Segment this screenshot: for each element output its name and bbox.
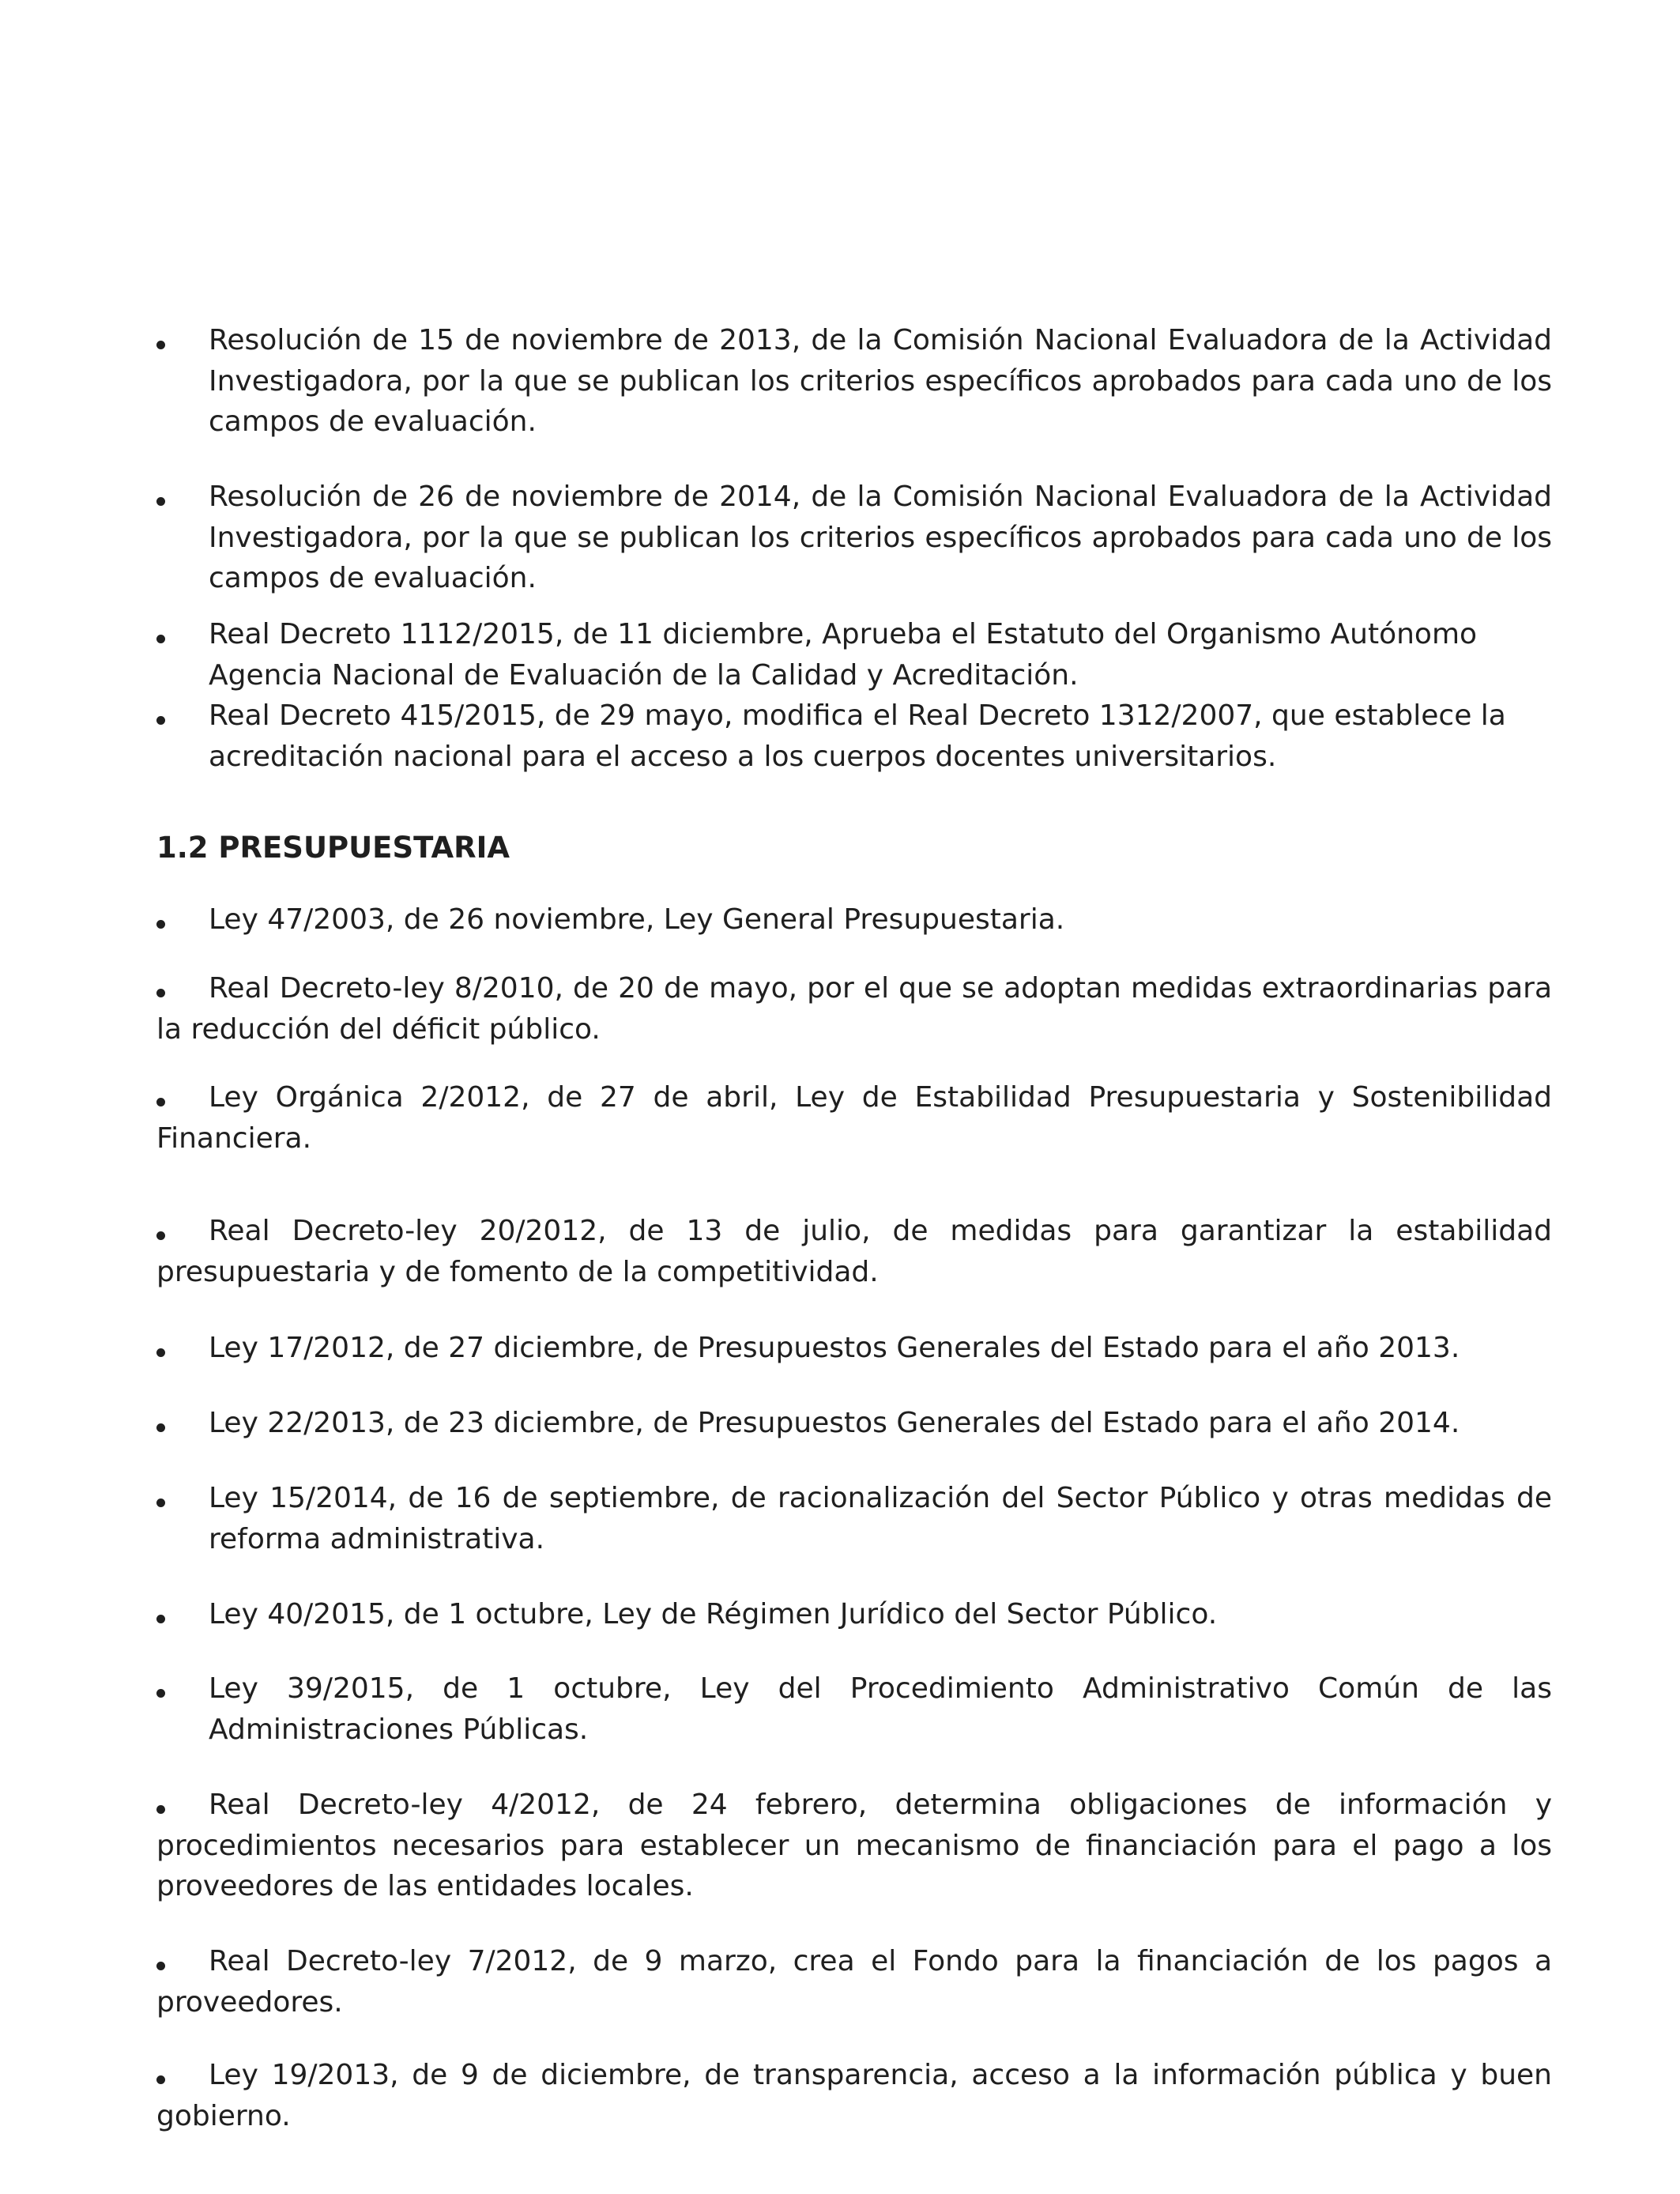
list-item-text: Ley 17/2012, de 27 diciembre, de Presupuestos Generales del Estado para el año 2013. <box>209 1332 1460 1364</box>
bullet-icon <box>156 1941 172 1982</box>
list-item <box>156 1211 1552 1292</box>
section-heading: 1.2 PRESUPUESTARIA <box>156 831 510 865</box>
list-item-text: Ley 47/2003, de 26 noviembre, Ley General Presupuestaria. <box>209 903 1065 936</box>
list-item <box>156 1594 1552 1635</box>
bullet-icon <box>156 1328 172 1369</box>
list-item <box>156 320 1552 443</box>
list-item <box>156 968 1552 1050</box>
list-item <box>156 1941 1552 2022</box>
list-item-text: Ley 22/2013, de 23 diciembre, de Presupuestos Generales del Estado para el año 2014. <box>209 1407 1460 1439</box>
list-item <box>156 1328 1552 1369</box>
bullet-icon <box>156 1211 172 1252</box>
bullet-icon <box>156 1668 172 1710</box>
bullet-icon <box>156 320 172 361</box>
list-item-text: Ley 15/2014, de 16 de septiembre, de racionalización del Sector Público y otras medidas de reforma administrativa. <box>209 1482 1552 1555</box>
list-item-text: Real Decreto-ley 8/2010, de 20 de mayo, por el que se adoptan medidas extraordinarias para la reducción del déficit público. <box>156 972 1552 1046</box>
bullet-icon <box>156 477 172 518</box>
bullet-icon <box>156 1785 172 1826</box>
list-item-text: Ley 40/2015, de 1 octubre, Ley de Régimen Jurídico del Sector Público. <box>209 1598 1218 1630</box>
list-item-text: Real Decreto-ley 7/2012, de 9 marzo, crea el Fondo para la financiación de los pagos a proveedores. <box>156 1945 1552 2019</box>
list-item-text: Real Decreto 415/2015, de 29 mayo, modifica el Real Decreto 1312/2007, que establece la acreditación nacional para el acceso a los cuerpos docentes universitarios. <box>209 699 1506 773</box>
list-item <box>156 1785 1552 1907</box>
list-item <box>156 1668 1552 1750</box>
list-item-text: Resolución de 26 de noviembre de 2014, de la Comisión Nacional Evaluadora de la Actividad Investigadora, por la que se publican los criterios específicos aprobados para cada uno de los campos de evaluación. <box>209 481 1552 594</box>
bullet-icon <box>156 696 172 737</box>
bullet-icon <box>156 2055 172 2096</box>
list-item-text: Ley Orgánica 2/2012, de 27 de abril, Ley de Estabilidad Presupuestaria y Sostenibilidad Financiera. <box>156 1081 1552 1155</box>
bullet-icon <box>156 1478 172 1519</box>
list-item <box>156 477 1552 599</box>
bullet-icon <box>156 614 172 655</box>
list-item-text: Resolución de 15 de noviembre de 2013, de la Comisión Nacional Evaluadora de la Actividad Investigadora, por la que se publican los criterios específicos aprobados para cada uno de los campos de evaluación. <box>209 324 1552 438</box>
list-item-text: Real Decreto-ley 20/2012, de 13 de julio, de medidas para garantizar la estabilidad presupuestaria y de fomento de la competitividad. <box>156 1215 1552 1288</box>
list-item <box>156 2055 1552 2136</box>
list-item <box>156 614 1552 696</box>
list-item <box>156 899 1552 941</box>
list-item-text: Real Decreto 1112/2015, de 11 diciembre, Aprueba el Estatuto del Organismo Autónomo Agencia Nacional de Evaluación de la Calidad y Acreditación. <box>209 618 1478 692</box>
list-item <box>156 1077 1552 1159</box>
bullet-icon <box>156 899 172 941</box>
list-item-text: Real Decreto-ley 4/2012, de 24 febrero, determina obligaciones de información y procedimientos necesarios para establecer un mecanismo de financiación para el pago a los proveedores de las entidades locales. <box>156 1789 1552 1902</box>
bullet-icon <box>156 1403 172 1444</box>
bullet-icon <box>156 968 172 1009</box>
list-item-text: Ley 39/2015, de 1 octubre, Ley del Procedimiento Administrativo Común de las Administraciones Públicas. <box>209 1672 1552 1746</box>
bullet-icon <box>156 1594 172 1635</box>
list-item <box>156 1403 1552 1444</box>
list-item <box>156 1478 1552 1559</box>
list-item-text: Ley 19/2013, de 9 de diciembre, de transparencia, acceso a la información pública y buen gobierno. <box>156 2059 1552 2132</box>
bullet-icon <box>156 1077 172 1118</box>
list-item <box>156 696 1552 777</box>
